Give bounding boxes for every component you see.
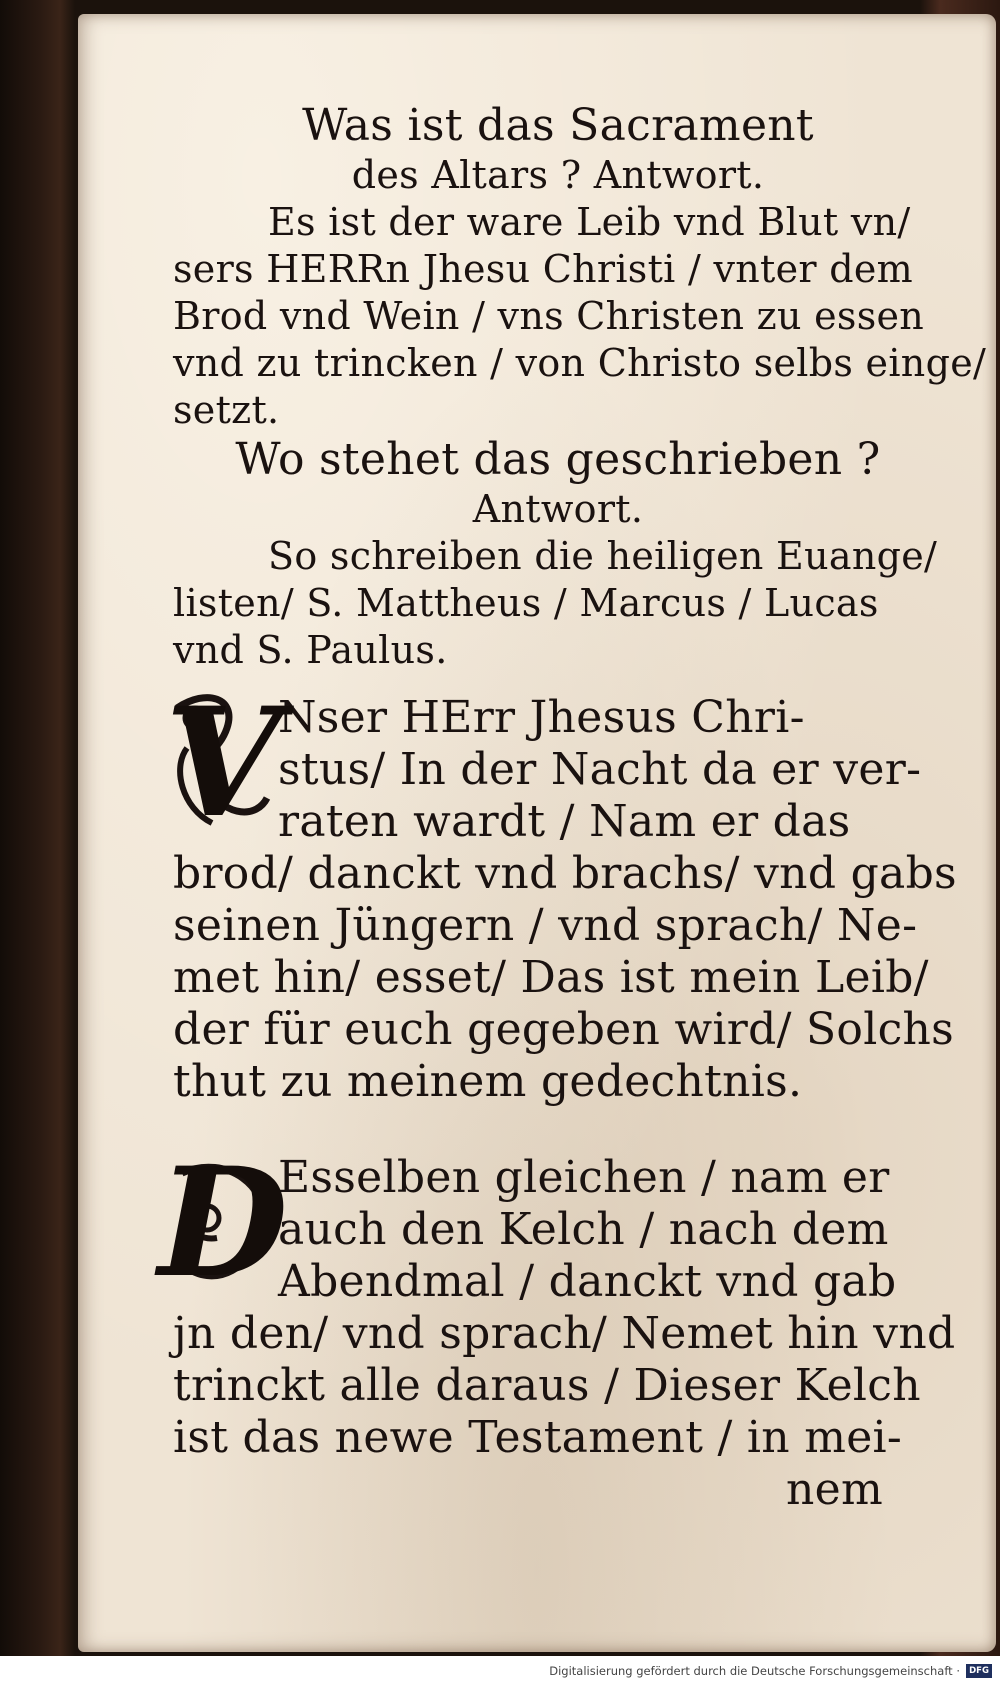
paragraph-words-of-institution-cup <box>157 1135 956 1516</box>
para1-line: thut zu meinem gedechtnis. <box>173 1056 803 1107</box>
para1-line: raten wardt / Nam er das <box>278 796 851 847</box>
para2-line: jn den/ vnd sprach/ Nemet hin vnd <box>173 1308 956 1359</box>
catchword: nem <box>786 1464 883 1515</box>
para2-line: auch den Kelch / nach dem <box>278 1204 889 1255</box>
answer1-line: vnd zu trincken / von Christo selbs einge/ <box>173 341 987 385</box>
dfg-logo-icon: DFG <box>966 1664 992 1678</box>
para1-line: met hin/ esset/ Das ist mein Leib/ <box>173 952 929 1003</box>
para2-line: ist das newe Testament / in mei- <box>173 1412 903 1463</box>
heading-line-2: des Altars ? Antwort. <box>351 153 765 197</box>
question2-line-2: Antwort. <box>472 487 644 531</box>
para1-line: stus/ In der Nacht da er ver- <box>278 744 922 795</box>
answer1-line: Es ist der ware Leib vnd Blut vn/ <box>268 200 911 244</box>
digitization-footer <box>0 1656 1000 1686</box>
heading-line-1: Was ist das Sacrament <box>302 100 814 151</box>
answer1-line: Brod vnd Wein / vns Christen zu essen <box>173 294 925 338</box>
para2-line: Esselben gleichen / nam er <box>278 1152 890 1203</box>
para2-line: trinckt alle daraus / Dieser Kelch <box>173 1360 921 1411</box>
question2-line-1: Wo stehet das geschrieben ? <box>235 434 881 485</box>
decorated-initial-d: D <box>157 1135 289 1311</box>
answer2-line: So schreiben die heiligen Euange/ <box>268 534 938 578</box>
para1-line: brod/ danckt vnd brachs/ vnd gabs <box>173 848 957 899</box>
answer1-line: sers HERRn Jhesu Christi / vnter dem <box>173 247 913 291</box>
answer1-line: setzt. <box>173 388 280 432</box>
para1-line: der für euch gegeben wird/ Solchs <box>173 1004 955 1055</box>
para2-line: Abendmal / danckt vnd gab <box>278 1256 897 1307</box>
footer-credit: Digitalisierung gefördert durch die Deutsche Forschungsgemeinschaft · <box>549 1664 960 1678</box>
paragraph-words-of-institution-bread <box>164 675 957 1108</box>
answer2-line: listen/ S. Mattheus / Marcus / Lucas <box>173 581 879 625</box>
decorated-initial-v: V <box>164 675 282 851</box>
page-text <box>157 100 987 1516</box>
para1-line: seinen Jüngern / vnd sprach/ Ne- <box>173 900 918 951</box>
answer2-line: vnd S. Paulus. <box>173 628 448 672</box>
para1-line: Nser HErr Jhesus Chri- <box>278 692 805 743</box>
